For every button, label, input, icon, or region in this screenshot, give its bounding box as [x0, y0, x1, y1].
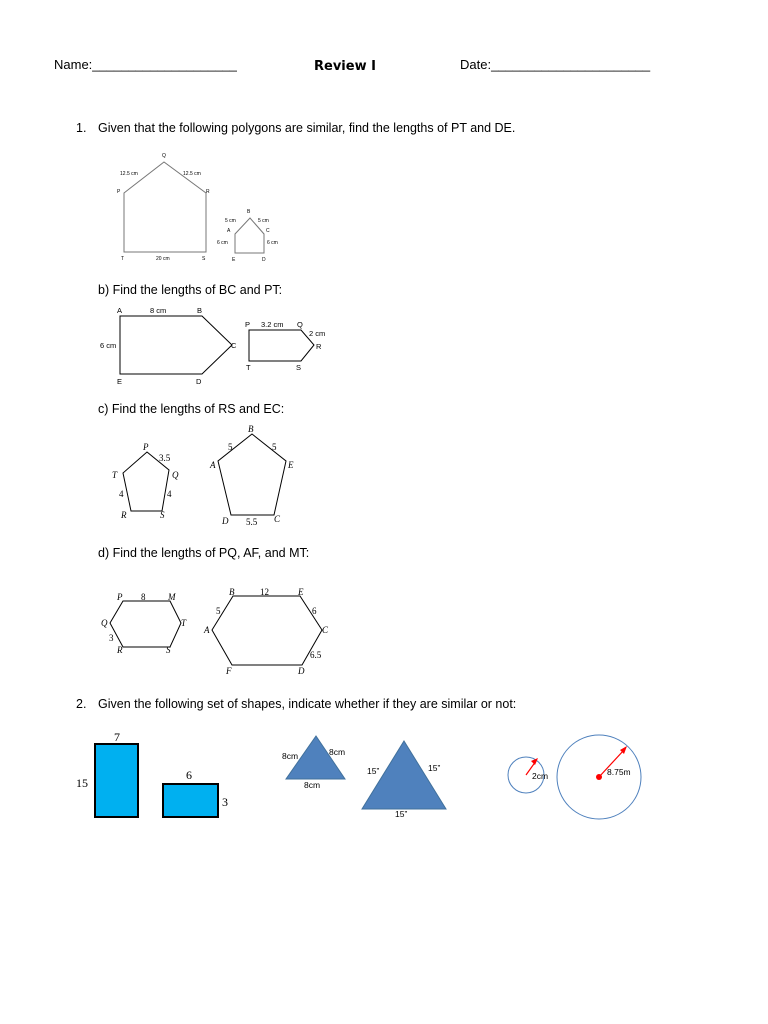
vertex-label-r: R	[117, 645, 123, 655]
vertex-label-p: P	[143, 442, 149, 452]
question-1b-text: b) Find the lengths of BC and PT:	[98, 283, 283, 297]
vertex-label-q: Q	[101, 618, 108, 628]
question-1c-text: c) Find the lengths of RS and EC:	[98, 402, 285, 416]
rectangle-large-height-label: 15	[76, 776, 88, 790]
vertex-label-q: Q	[297, 320, 303, 329]
triangle-large-left-label: 15”	[367, 766, 380, 776]
question-1-text: Given that the following polygons are similar, find the lengths of PT and DE.	[98, 121, 516, 135]
vertex-label-s: S	[202, 256, 206, 262]
side-label-tr: 4	[119, 489, 124, 499]
rectangle-large-width-label: 7	[114, 730, 120, 744]
name-field-label: Name:____________________	[54, 57, 237, 72]
vertex-label-t: T	[181, 618, 187, 628]
triangle-small-right-label: 8cm	[329, 747, 346, 757]
vertex-label-q: Q	[172, 470, 179, 480]
circle-small-radius-label: 2cm	[532, 771, 549, 781]
side-label-ec: 6	[312, 606, 317, 616]
side-label-be: 12	[260, 587, 269, 597]
vertex-label-e: E	[232, 257, 236, 263]
circle-large-radius-label: 8.75m	[607, 767, 631, 777]
question-1d-text: d) Find the lengths of PQ, AF, and MT:	[98, 546, 310, 560]
side-label-cd: 6.5	[310, 650, 322, 660]
vertex-label-a: A	[117, 306, 123, 315]
side-label-qs: 4	[167, 489, 172, 499]
side-label-qr: 12.5 cm	[183, 171, 201, 177]
hexagon-becdfa	[212, 596, 322, 665]
vertex-label-m: M	[168, 592, 176, 602]
vertex-label-c: C	[266, 228, 270, 234]
vertex-label-s: S	[160, 510, 165, 520]
side-label-ts: 20 cm	[156, 256, 170, 262]
vertex-label-b: B	[248, 424, 254, 434]
side-label-ab: 5 cm	[225, 218, 236, 224]
vertex-label-b: B	[197, 306, 203, 315]
vertex-label-s: S	[296, 363, 302, 372]
figure-1c	[112, 424, 294, 527]
vertex-label-p: P	[117, 189, 121, 195]
q2-triangles	[282, 736, 446, 819]
side-label-pq: 3.2 cm	[261, 320, 284, 329]
vertex-label-p: P	[245, 320, 251, 329]
vertex-label-f: F	[226, 666, 232, 676]
vertex-label-r: R	[121, 510, 127, 520]
figure-1b	[100, 306, 325, 386]
triangle-small-base-label: 8cm	[304, 780, 321, 790]
vertex-label-a: A	[227, 228, 231, 234]
side-label-pq: 3.5	[159, 453, 171, 463]
side-label-qr: 3	[109, 633, 114, 643]
side-label-ab: 8 cm	[150, 306, 167, 315]
question-1-number: 1.	[76, 121, 87, 135]
vertex-label-c: C	[322, 625, 329, 635]
vertex-label-e: E	[288, 460, 294, 470]
hexagon-pmtsrq	[110, 601, 181, 647]
figure-1a	[117, 153, 278, 263]
vertex-label-t: T	[121, 256, 125, 262]
vertex-label-d: D	[196, 377, 202, 386]
q2-circles	[508, 735, 641, 819]
side-label-ae: 6 cm	[100, 341, 117, 350]
rectangle-small-height-label: 3	[222, 795, 228, 809]
side-label-ab: 5	[216, 606, 221, 616]
vertex-label-c: C	[231, 341, 237, 350]
side-label-ae: 6 cm	[217, 240, 228, 246]
vertex-label-e: E	[298, 587, 304, 597]
vertex-label-e: E	[117, 377, 123, 386]
date-field-label: Date:______________________	[460, 57, 651, 72]
side-label-cd: 6 cm	[267, 240, 278, 246]
vertex-label-t: T	[246, 363, 251, 372]
triangle-small-left-label: 8cm	[282, 751, 299, 761]
vertex-label-p: P	[117, 592, 123, 602]
side-label-bc: 5 cm	[258, 218, 269, 224]
vertex-label-r: R	[206, 189, 210, 195]
question-2-text: Given the following set of shapes, indicate whether if they are similar or not:	[98, 697, 517, 711]
side-label-be: 5	[272, 442, 277, 452]
vertex-label-r: R	[316, 342, 322, 351]
page-title: Review I	[314, 59, 376, 74]
triangle-large-base-label: 15”	[395, 809, 408, 819]
side-label-dc: 5.5	[246, 517, 258, 527]
vertex-label-s: S	[166, 645, 171, 655]
vertex-label-q: Q	[162, 153, 166, 159]
triangle-large-right-label: 15”	[428, 763, 441, 773]
vertex-label-b: B	[247, 209, 251, 215]
rectangle-small-width-label: 6	[186, 768, 192, 782]
rectangle-large	[95, 744, 138, 817]
q2-rectangles	[76, 730, 228, 817]
side-label-pq: 12.5 cm	[120, 171, 138, 177]
figure-1d	[101, 587, 329, 676]
vertex-label-a: A	[210, 460, 216, 470]
vertex-label-t: T	[112, 470, 118, 480]
vertex-label-a: A	[204, 625, 210, 635]
pentagon-pqrst-small	[249, 330, 314, 361]
vertex-label-d: D	[262, 257, 266, 263]
rectangle-small	[163, 784, 218, 817]
question-2-number: 2.	[76, 697, 87, 711]
side-label-ab: 5	[228, 442, 233, 452]
vertex-label-b: B	[229, 587, 235, 597]
side-label-pm: 8	[141, 592, 146, 602]
pentagon-abcde-large	[120, 316, 232, 374]
vertex-label-d: D	[298, 666, 305, 676]
side-label-qr: 2 cm	[309, 329, 326, 338]
vertex-label-c: C	[274, 514, 281, 524]
vertex-label-d: D	[222, 516, 229, 526]
